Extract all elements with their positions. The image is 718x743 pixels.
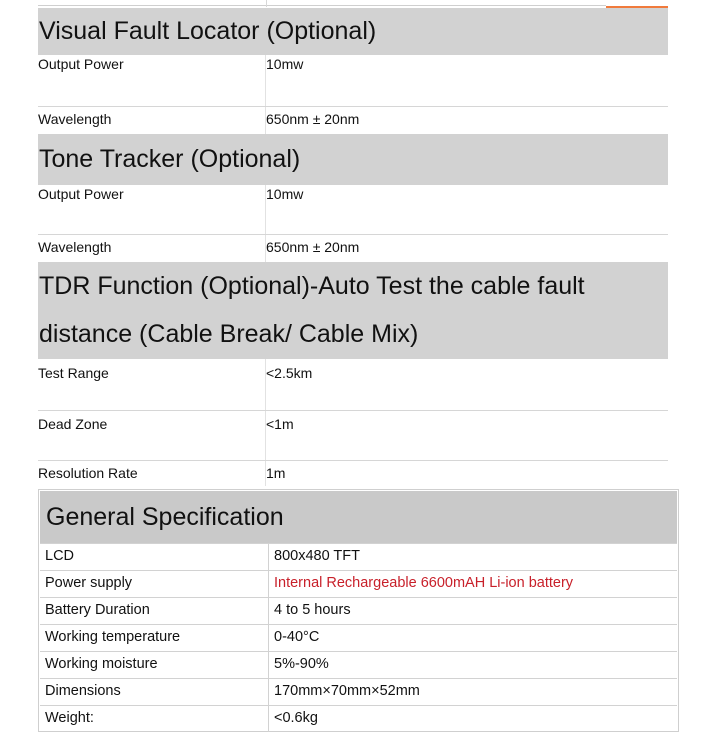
spec-value: 10mw <box>266 186 304 202</box>
spec-row <box>38 359 668 411</box>
spec-label: Working temperature <box>45 629 181 645</box>
spec-value: 1m <box>266 465 286 481</box>
top-rule <box>38 0 668 7</box>
spec-label: Dead Zone <box>38 416 108 432</box>
spec-label: Working moisture <box>45 656 158 672</box>
spec-value: 10mw <box>266 56 304 72</box>
spec-value: 800x480 TFT <box>274 548 360 564</box>
spec-value: 0-40°C <box>274 629 320 645</box>
spec-value: <0.6kg <box>274 710 318 726</box>
spec-label: Test Range <box>38 365 109 381</box>
table-row <box>40 597 677 624</box>
spec-label: Resolution Rate <box>38 465 138 481</box>
spec-row <box>38 461 668 486</box>
spec-row <box>38 55 668 107</box>
spec-row <box>38 235 668 262</box>
spec-label: Wavelength <box>38 239 112 255</box>
column-divider <box>268 544 269 570</box>
table-row <box>40 624 677 651</box>
general-spec-rows <box>40 543 677 732</box>
spec-label: Output Power <box>38 186 124 202</box>
section-title-tone-tracker: Tone Tracker (Optional) <box>38 134 668 185</box>
spec-value: 650nm ± 20nm <box>266 111 360 127</box>
spec-value: <2.5km <box>266 365 313 381</box>
section-title-tdr-function <box>38 262 668 359</box>
column-divider-stub <box>266 0 267 7</box>
spec-label: Wavelength <box>38 111 112 127</box>
spec-value: <1m <box>266 416 294 432</box>
column-divider <box>268 706 269 732</box>
table-row <box>40 705 677 732</box>
column-divider <box>268 598 269 624</box>
spec-label: LCD <box>45 548 75 564</box>
spec-label: Weight: <box>45 710 94 726</box>
table-row <box>40 651 677 678</box>
spec-label: Output Power <box>38 56 124 72</box>
section-title-line: distance (Cable Break/ Cable Mix) <box>39 320 419 348</box>
column-divider <box>268 679 269 705</box>
spec-row <box>38 411 668 461</box>
spec-label: Power supply <box>45 575 133 591</box>
spec-row <box>38 185 668 235</box>
spec-value-highlighted: Internal Rechargeable 6600mAH Li-ion battery <box>274 575 574 591</box>
table-row <box>40 570 677 597</box>
spec-value: 650nm ± 20nm <box>266 239 360 255</box>
section-title-visual-fault-locator: Visual Fault Locator (Optional) <box>38 8 668 55</box>
spec-label: Dimensions <box>45 683 121 699</box>
spec-label: Battery Duration <box>45 602 150 618</box>
grey-rule <box>38 5 606 6</box>
column-divider <box>268 652 269 678</box>
section-title-line: TDR Function (Optional)-Auto Test the cable fault <box>39 272 585 300</box>
spec-value: 5%-90% <box>274 656 329 672</box>
general-specification-table <box>38 489 679 732</box>
column-divider <box>268 571 269 597</box>
table-row <box>40 678 677 705</box>
spec-value: 4 to 5 hours <box>274 602 351 618</box>
spec-row <box>38 107 668 134</box>
column-divider <box>268 625 269 651</box>
table-row <box>40 543 677 570</box>
spec-value: 170mm×70mm×52mm <box>274 683 420 699</box>
section-title-general-specification: General Specification <box>40 491 677 543</box>
